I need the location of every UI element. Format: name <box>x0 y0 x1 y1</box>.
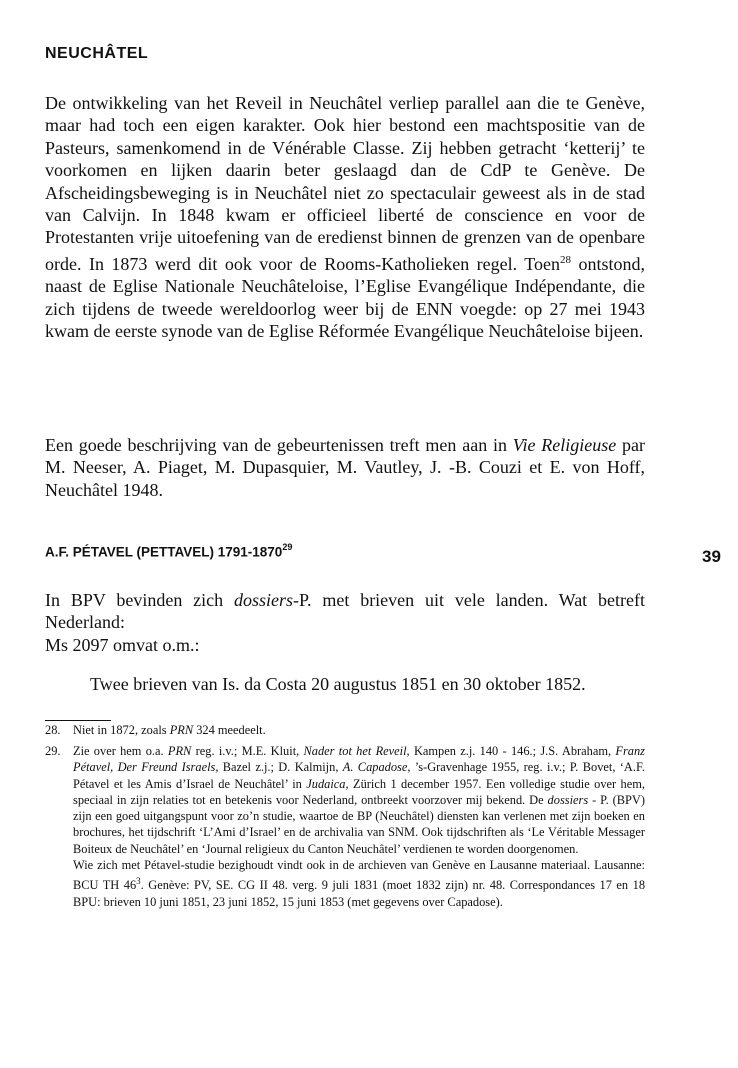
footnote-text-part: Zürich 1 december 1957. Een volledige studie over hem, speciaal in zijn relaties tot en betekenis voor Nederland, ontbreekt voorzover mij bekend. De <box>73 776 645 807</box>
footnote-text-part: Wie zich met Pétavel-studie bezighoudt vindt ook in de archieven van Genève en Lausanne materiaal. Lausanne: BCU TH 46 <box>73 858 645 893</box>
paragraph-text: De ontwikkeling van het Reveil in Neuchâtel verliep parallel aan die te Genève, maar had toch een eigen karakter. Ook hier bestond een machtspositie van de Pasteurs, samenkomend in de Vénérable Classe. Zij hebben getracht ‘ketterij’ te voorkomen en lijken daarin beter geslaagd dan de CdP te Genève. De Afscheidingsbeweging is in Neuchâtel niet zo spectaculair geweest als in de stad van Calvijn. In 1848 kwam er officieel liberté de conscience en voor de Protestanten vrije uitoefening van de eredienst binnen de grenzen van de openbare orde. In 1873 werd dit ook voor de Rooms-Katholieken regel. Toen <box>45 93 645 274</box>
italic-term: PRN <box>167 744 192 758</box>
footnote-divider <box>45 720 111 721</box>
paragraph-text: ontstond, naast de Eglise Nationale Neuchâteloise, l’Eglise Evangélique Indépendante, die zich tijdens de tweede wereldoorlog weer bij de ENN voegde: op 27 mei 1943 kwam de eerste synode van de Eglise Réformée Evangélique Neuchâteloise bijeen. <box>45 253 645 342</box>
footnote-text-part: Zie over hem o.a. <box>73 744 168 758</box>
superscript: 3 <box>136 876 141 887</box>
body-paragraph-reveil <box>45 92 645 342</box>
body-paragraph-bpv <box>45 589 645 634</box>
paragraph-text: -P. met brieven uit vele landen. Wat betreft Nederland: <box>45 590 645 633</box>
footnote-text <box>73 722 645 738</box>
paragraph-text: Een goede beschrijving van de gebeurtenissen treft men aan in <box>45 435 513 455</box>
section-heading-neuchatel: NEUCHÂTEL <box>45 45 149 62</box>
paragraph-text: par M. Neeser, A. Piaget, M. Dupasquier, M. Vautley, J. -B. Couzi et E. von Hoff, Neuchâtel 1948. <box>45 435 645 500</box>
footnote-number: 29. <box>45 744 61 758</box>
italic-term: dossiers <box>234 590 294 610</box>
italic-term: PRN <box>169 723 194 737</box>
heading-text: A.F. PÉTAVEL (PETTAVEL) 1791-1870 <box>45 544 283 560</box>
footnote-29 <box>45 743 645 910</box>
footnote-text-part: ’s-Gravenhage 1955, reg. i.v.; P. Bovet, ‘A.F. Pétavel et les Amis d’Israel de Neuchâtel’ in <box>73 760 645 791</box>
footnote-text <box>73 743 645 910</box>
footnote-text-part: Kampen z.j. 140 - 146.; J.S. Abraham, <box>409 744 616 758</box>
footnote-text-part: 324 meedeelt. <box>193 723 266 737</box>
footnote-text-part: Bazel z.j.; D. Kalmijn, <box>218 760 343 775</box>
body-paragraph-literature <box>45 434 645 501</box>
italic-term: dossiers <box>547 792 589 807</box>
footnote-28 <box>45 722 645 738</box>
italic-title: Franz Pétavel, Der Freund Israels, <box>73 744 645 775</box>
book-title: Vie Religieuse <box>512 435 617 455</box>
italic-title: Judaica, <box>306 776 349 791</box>
body-paragraph-ms2097: Ms 2097 omvat o.m.: <box>45 635 200 655</box>
italic-title: Nader tot het Reveil, <box>303 744 410 758</box>
footnote-ref-28: 28 <box>560 253 572 266</box>
footnote-number: 28. <box>45 723 61 737</box>
footnote-ref-29: 29 <box>282 542 293 552</box>
page-number: 39 <box>702 547 721 566</box>
paragraph-text: In BPV bevinden zich <box>45 590 234 610</box>
indented-entry: Twee brieven van Is. da Costa 20 augustus 1851 en 30 oktober 1852. <box>90 674 586 694</box>
italic-title: A. Capadose, <box>342 760 411 775</box>
footnote-text-part: reg. i.v.; M.E. Kluit, <box>191 744 304 758</box>
footnote-text-part: - P. (BPV) zijn een goed uitgangspunt voor zo’n studie, waartoe de BP (Neuchâtel) diensten kan verlenen met zijn boeken en brochures, het tijdschrift ‘L’Ami d’Israel’ en de archivalia van SNM. Ook tijdschriften als ‘Le Véritable Messager Boiteux de Neuchâtel’ en ‘Journal religieux du Canton Neuchâtel’ verdienen te worden doorgenomen. <box>73 792 646 856</box>
footnote-text-part: Niet in 1872, zoals <box>73 723 170 737</box>
section-heading-petavel <box>45 543 292 560</box>
footnote-text-part: . Genève: PV, SE. CG II 48. verg. 9 juli 1831 (moet 1832 zijn) nr. 48. Correspondances 17 en 18 BPU: brieven 10 juni 1851, 23 juni 1852, 15 juni 1853 (met gegevens over Capadose). <box>73 878 646 909</box>
